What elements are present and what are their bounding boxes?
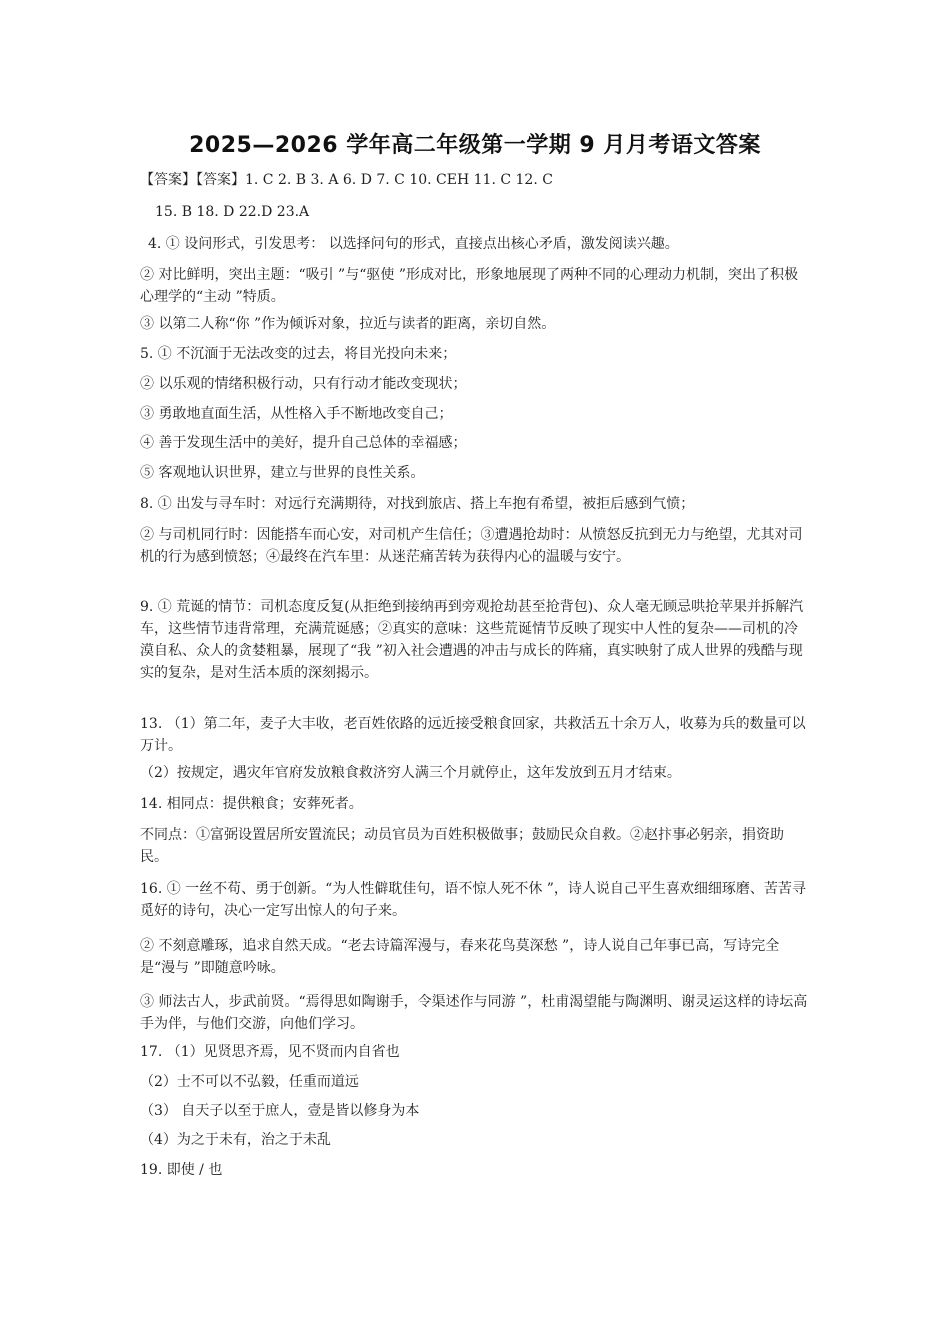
q4-point-3: ③ 以第二人称“你 ”作为倾诉对象，拉近与读者的距离，亲切自然。 xyxy=(140,316,556,332)
q5-point-5: ⑤ 客观地认识世界，建立与世界的良性关系。 xyxy=(140,465,425,481)
q17-line-3: （3） 自天子以至于庶人，壹是皆以修身为本 xyxy=(140,1103,420,1119)
q8-point-1: 8. ① 出发与寻车时：对远行充满期待，对找到旅店、搭上车抱有希望，被拒后感到气愤； xyxy=(140,496,695,512)
mc-answers-row-2: 15. B 18. D 22.D 23.A xyxy=(155,204,310,220)
q17-line-1: 17. （1）见贤思齐焉，见不贤而内自省也 xyxy=(140,1044,400,1060)
q14-difference: 不同点：①富弼设置居所安置流民；动员官员为百姓积极做事；鼓励民众自救。②赵抃事必躬亲，捐资助民。 xyxy=(140,827,784,865)
q14-similarity: 14. 相同点：提供粮食；安葬死者。 xyxy=(140,796,363,812)
q5-point-4: ④ 善于发现生活中的美好，提升自己总体的幸福感； xyxy=(140,435,467,451)
q13-part-2: （2）按规定，遇灾年官府发放粮食救济穷人满三个月就停止，这年发放到五月才结束。 xyxy=(140,765,681,781)
q5-point-3: ③ 勇敢地直面生活，从性格入手不断地改变自己； xyxy=(140,406,453,422)
q5-point-2: ② 以乐观的情绪积极行动，只有行动才能改变现状； xyxy=(140,376,467,392)
q17-line-2: （2）士不可以不弘毅，任重而道远 xyxy=(140,1074,359,1090)
q4-point-1: 4. ① 设问形式，引发思考： 以选择问句的形式，直接点出核心矛盾，激发阅读兴趣。 xyxy=(148,236,679,252)
q5-point-1: 5. ① 不沉湎于无法改变的过去，将目光投向未来； xyxy=(140,346,457,362)
q13-part-1: 13. （1）第二年，麦子大丰收，老百姓依路的远近接受粮食回家，共救活五十余万人，收募为兵的数量可以万计。 xyxy=(140,716,806,754)
q17-line-4: （4）为之于未有，治之于未乱 xyxy=(140,1132,331,1148)
q16-point-3: ③ 师法古人，步武前贤。“焉得思如陶谢手，令渠述作与同游 ”，杜甫渴望能与陶渊明、谢灵运这样的诗坛高手为伴，与他们交游，向他们学习。 xyxy=(140,994,808,1032)
q16-point-1: 16. ① 一丝不苟、勇于创新。“为人性僻耽佳句，语不惊人死不休 ”，诗人说自己平生喜欢细细琢磨、苦苦寻觅好的诗句，决心一定写出惊人的句子来。 xyxy=(140,881,806,919)
mc-answers-row-1: 【答案】【答案】1. C 2. B 3. A 6. D 7. C 10. CEH 11. C 12. C xyxy=(140,172,553,188)
q9-answer: 9. ① 荒诞的情节：司机态度反复(从拒绝到接纳再到旁观抢劫甚至抢背包)、众人毫无顾忌哄抢苹果并拆解汽车，这些情节违背常理，充满荒诞感；②真实的意味：这些荒诞情节反映了现实中人性的复杂——司机的冷漠自私、众人的贪婪粗暴，展现了“我 ”初入社会遭遇的冲击与成长的阵痛，真实映射了成人世界的残酷与现实的复杂，是对生活本质的深刻揭示。 xyxy=(140,599,804,681)
q4-point-2: ② 对比鲜明，突出主题：“吸引 ”与“驱使 ”形成对比，形象地展现了两种不同的心理动力机制，突出了积极心理学的“主动 ”特质。 xyxy=(140,267,798,305)
q16-point-2: ② 不刻意雕琢，追求自然天成。“老去诗篇浑漫与，春来花鸟莫深愁 ”，诗人说自己年事已高，写诗完全是“漫与 ”即随意吟咏。 xyxy=(140,938,780,976)
page-title: 2025—2026 学年高二年级第一学期 9 月月考语文答案 xyxy=(189,133,761,158)
q8-point-2: ② 与司机同行时：因能搭车而心安，对司机产生信任；③遭遇抢劫时：从愤怒反抗到无力与绝望，尤其对司机的行为感到愤怒；④最终在汽车里：从迷茫痛苦转为获得内心的温暖与安宁。 xyxy=(140,527,803,565)
q19-answer: 19. 即使 / 也 xyxy=(140,1162,223,1178)
